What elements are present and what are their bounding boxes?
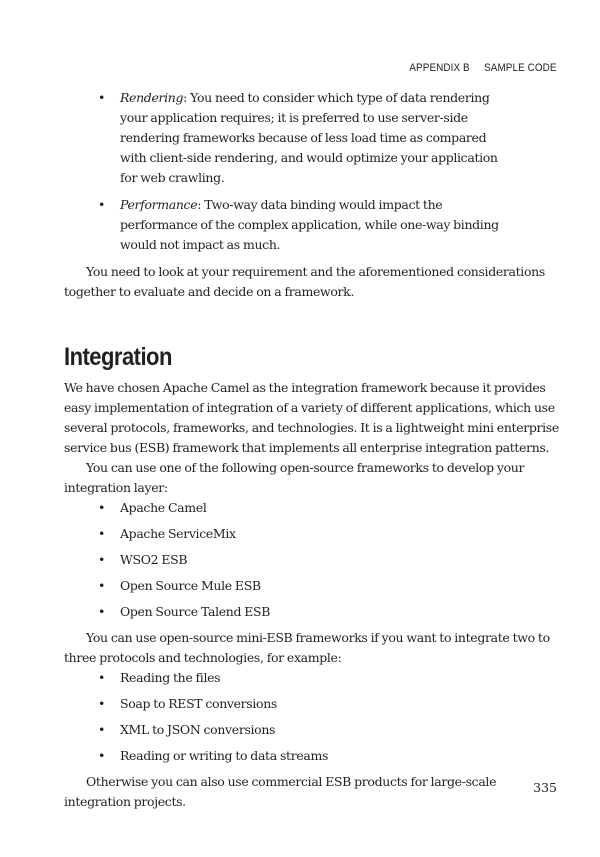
list-item [64, 576, 564, 596]
section-title: Integration [64, 343, 172, 371]
running-head [410, 62, 557, 74]
examples-list [64, 668, 564, 766]
list-item [64, 88, 509, 188]
bullet-icon: • [98, 197, 106, 212]
appendix-label: APPENDIX B [409, 62, 471, 74]
list-item [64, 694, 564, 714]
bullet-icon: • [98, 90, 106, 105]
list-item [64, 746, 564, 766]
integration-paragraph: We have chosen Apache Camel as the integration framework because it provides easy implementation of integration of a variety of different applications, which use several protocols, frameworks, and technologies. It is a lightweight mini enterprise service bus (ESB) framework that implements all enterprise integration patterns. [64, 380, 559, 455]
list-item-label: Apache ServiceMix [120, 526, 236, 541]
bullet-icon: • [98, 604, 106, 619]
bullet-icon: • [98, 526, 106, 541]
bullet-icon: • [98, 722, 106, 737]
list-item-label: Reading or writing to data streams [120, 748, 329, 763]
list-item [64, 550, 564, 570]
bullet-icon: • [98, 552, 106, 567]
list-item-label: Soap to REST conversions [120, 696, 277, 711]
frameworks-intro-paragraph: You can use one of the following open-source frameworks to develop your integration layer: [64, 460, 525, 495]
list-item [64, 602, 564, 622]
considerations-list [64, 88, 509, 255]
chapter-label: SAMPLE CODE [484, 62, 557, 74]
body-content [64, 88, 564, 812]
list-item [64, 524, 564, 544]
list-item-label: WSO2 ESB [120, 552, 188, 567]
list-item [64, 498, 564, 518]
closing-paragraph: Otherwise you can also use commercial ESB products for large-scale integration projects. [64, 774, 497, 809]
bullet-icon: • [98, 696, 106, 711]
bullet-text: : You need to consider which type of data rendering your application requires; it is preferred to use server-side rendering frameworks because of less load time as compared with client-side rendering, and would optimize your application for web crawling. [120, 90, 498, 185]
bullet-icon: • [98, 670, 106, 685]
list-item [64, 720, 564, 740]
bullet-icon: • [98, 578, 106, 593]
bullet-icon: • [98, 748, 106, 763]
frameworks-list [64, 498, 564, 622]
page-number: 335 [533, 780, 557, 795]
list-item-label: Reading the files [120, 670, 221, 685]
list-item-label: Apache Camel [120, 500, 207, 515]
bullet-term: Rendering [120, 90, 184, 105]
list-item-label: XML to JSON conversions [120, 722, 276, 737]
bullet-term: Performance [120, 197, 198, 212]
list-item [64, 668, 564, 688]
mini-esb-paragraph: You can use open-source mini-ESB frameworks if you want to integrate two to three protocols and technologies, for example: [64, 630, 550, 665]
list-item [64, 195, 509, 255]
bullet-text: : Two-way data binding would impact the performance of the complex application, while one-way binding would not impact as much. [120, 197, 499, 252]
list-item-label: Open Source Talend ESB [120, 604, 271, 619]
list-item-label: Open Source Mule ESB [120, 578, 261, 593]
bullet-icon: • [98, 500, 106, 515]
intro-paragraph: You need to look at your requirement and the aforementioned considerations together to evaluate and decide on a framework. [64, 264, 545, 299]
